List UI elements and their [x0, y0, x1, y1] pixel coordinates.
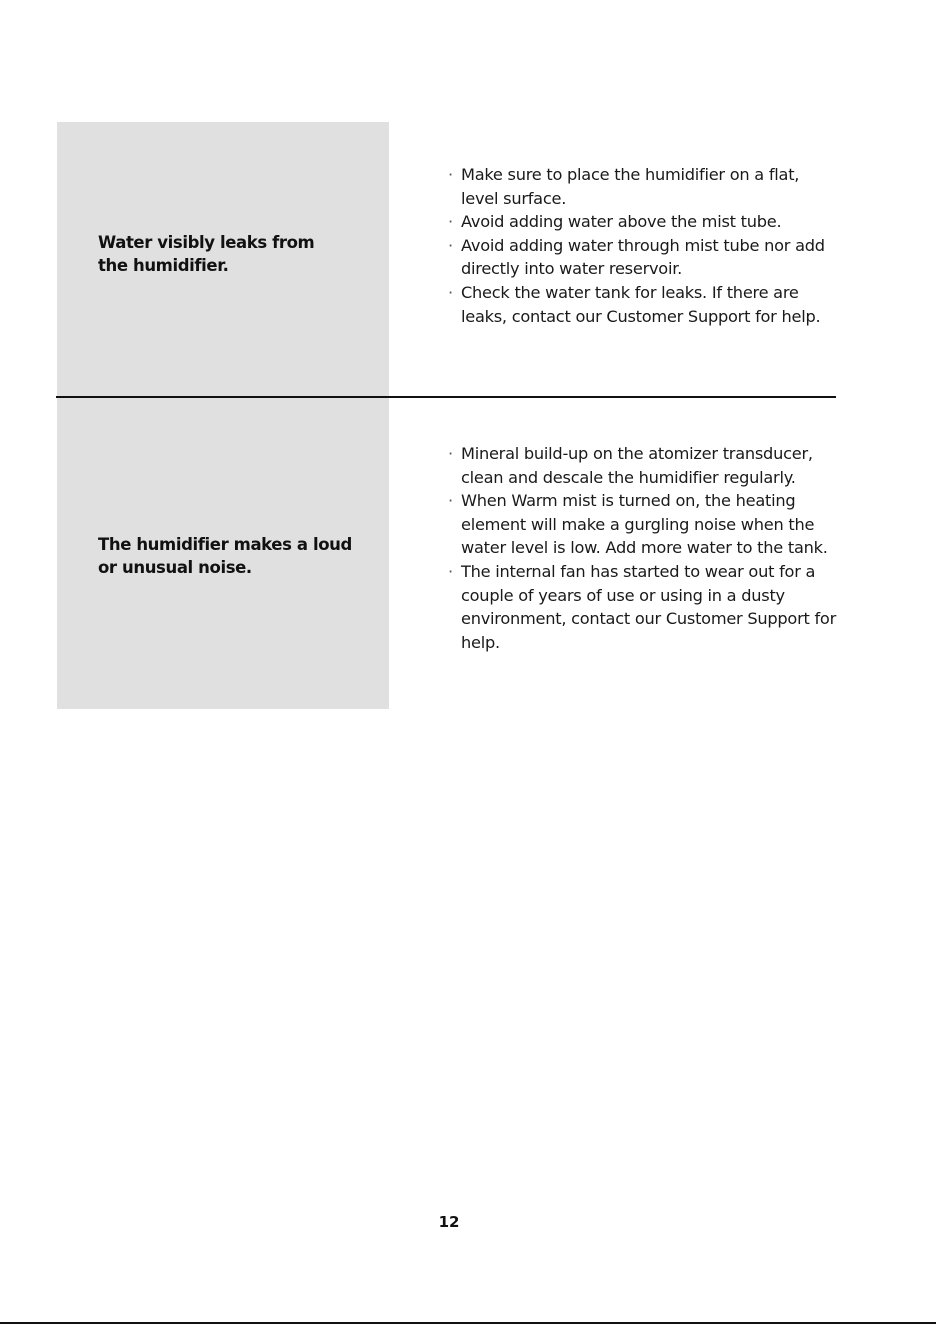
bullet-icon: ·: [448, 212, 453, 232]
bullet-icon: ·: [448, 235, 453, 255]
solution-item: [448, 234, 838, 281]
bullet-icon: ·: [448, 165, 453, 184]
bullet-icon: ·: [448, 491, 453, 511]
row-divider: [56, 396, 836, 398]
solution-text: Check the water tank for leaks. If there are leaks, contact our Customer Support for help.: [461, 282, 821, 326]
solution-text: The internal fan has started to wear out for a couple of years of use or using in a dusty environment, contact our Customer Support for help.: [461, 561, 836, 652]
solution-list: [448, 442, 838, 654]
bullet-icon: ·: [448, 561, 453, 581]
solution-text: Avoid adding water above the mist tube.: [461, 212, 782, 232]
bullet-icon: ·: [448, 444, 453, 463]
solution-item: [448, 281, 838, 328]
solution-item: [448, 442, 838, 489]
solution-item: [448, 163, 838, 210]
bullet-icon: ·: [448, 282, 453, 302]
solution-item: [448, 210, 838, 234]
solution-text: Make sure to place the humidifier on a flat, level surface.: [461, 165, 800, 208]
solution-text: Mineral build-up on the atomizer transducer, clean and descale the humidifier regularly.: [461, 444, 813, 487]
solution-item: [448, 489, 838, 560]
solution-text: Avoid adding water through mist tube nor add directly into water reservoir.: [461, 235, 825, 279]
solution-item: [448, 560, 838, 654]
solution-list: [448, 163, 838, 328]
page-number: 12: [438, 1213, 460, 1231]
problem-heading: Water visibly leaks from the humidifier.: [98, 233, 315, 275]
solution-text: When Warm mist is turned on, the heating element will make a gurgling noise when the water level is low. Add more water to the tank.: [461, 491, 828, 558]
problem-heading: The humidifier makes a loud or unusual noise.: [98, 535, 352, 577]
